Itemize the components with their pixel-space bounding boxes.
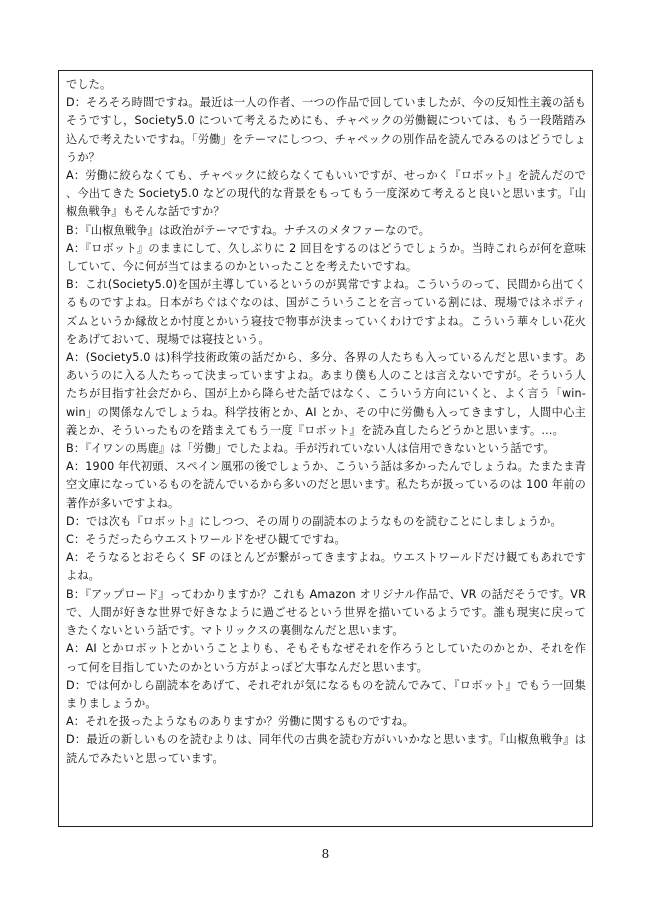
paragraph: B：『山椒魚戦争』は政治がテーマですね。ナチスのメタファーなので。 <box>66 223 431 237</box>
paragraph: でした。 <box>66 78 112 91</box>
paragraph: A：1900 年代初頭、スペイン風邪の後でしょうか、こういう話は多かったんでしょうね。たまたま青空文庫になっているものを読んでいるから多いのだと思います。私たちが扱っているのは 100 年前の著作が多いですよね。 <box>66 460 586 510</box>
paragraph: A：(Society5.0 は)科学技術政策の話だから、多分、各界の人たちも入っているんだと思います。ああいうのに入る人たちって決まっていますよね。あまり僕も人のことは言えないですが。そういう人たちが目指す社会だから、国が上から降らせた話ではなく、こういう方向にいくと、よく言う「win-win」の関係なんでしょうね。科学技術とか、AI とか、その中に労働も入ってきますし，人間中心主義とか、そういったものを踏まえてもう一度『ロボット』を読み直したらどうかと思います。…。 <box>66 351 586 437</box>
paragraph: B：『イワンの馬鹿』は「労働」でしたよね。手が汚れていない人は信用できないという話です。 <box>66 442 555 456</box>
transcript-box <box>58 70 593 827</box>
paragraph: D：では何かしら副読本をあげて、それぞれが気になるものを読んでみて、『ロボット』でもう一回集まりましょうか。 <box>66 678 586 710</box>
paragraph: B：『アップロード』ってわかりますか？これも Amazon オリジナル作品で、VR の話だそうです。VR で、人間が好きな世界で好きなように過ごせるという世界を描いているようです。誰も現実に戻ってきたくないという話です。マトリックスの裏側なんだと思います。 <box>66 587 586 638</box>
page-number: 8 <box>321 847 330 861</box>
paragraph: A：労働に絞らなくても、チャペックに絞らなくてもいいですが、せっかく『ロボット』を読んだので、今出てきた Society5.0 などの現代的な背景をもってもう一度深めて考えると良いと思います。『山椒魚戦争』もそんな話ですか？ <box>66 169 586 219</box>
paragraph: A：AI とかロボットとかいうことよりも、そもそもなぜそれを作ろうとしていたのかとか、それを作って何を目指していたのかという方がよっぽど大事なんだと思います。 <box>66 642 586 674</box>
paragraph: D：では次も『ロボット』にしつつ、その周りの副読本のようなものを読むことにしましょうか。 <box>66 514 562 528</box>
paragraph: C：そうだったらウエストワールドをぜひ観てですね。 <box>66 533 346 547</box>
paragraph: A：そうなるとおそらく SF のほとんどが繋がってきますよね。ウエストワールドだけ観てもあれですよね。 <box>66 551 586 583</box>
paragraph: D：最近の新しいものを読むよりは、同年代の古典を読む方がいいかなと思います。『山椒魚戦争』は読んでみたいと思っています。 <box>66 733 586 765</box>
paragraph: B：これ(Society5.0)を国が主導しているというのが異常ですよね。こういうのって、民間から出てくるものですよね。日本がちぐはぐなのは、国がこういうことを言っている割には、現場ではネポティズムというか縁故とか忖度とかいう寝技で物事が決まっていくわけですよね。こういう華々しい花火をあげておいて、現場では寝技という。 <box>66 278 586 346</box>
paragraph: D：そろそろ時間ですね。最近は一人の作者、一つの作品で回していましたが、今の反知性主義の話もそうですし，Society5.0 について考えるためにも、チャペックの労働観については、もう一段階踏み込んで考えたいですね。「労働」をテーマにしつつ、チャペックの別作品を読んでみるのはどうでしょうか？ <box>66 96 586 164</box>
paragraph: A：『ロボット』のままにして、久しぶりに 2 回目をするのはどうでしょうか。当時これらが何を意味していて、今に何が当てはまるのかといったことを考えたいですね。 <box>66 241 586 274</box>
paragraph: A：それを扱ったようなものありますか？労働に関するものですね。 <box>66 715 414 729</box>
